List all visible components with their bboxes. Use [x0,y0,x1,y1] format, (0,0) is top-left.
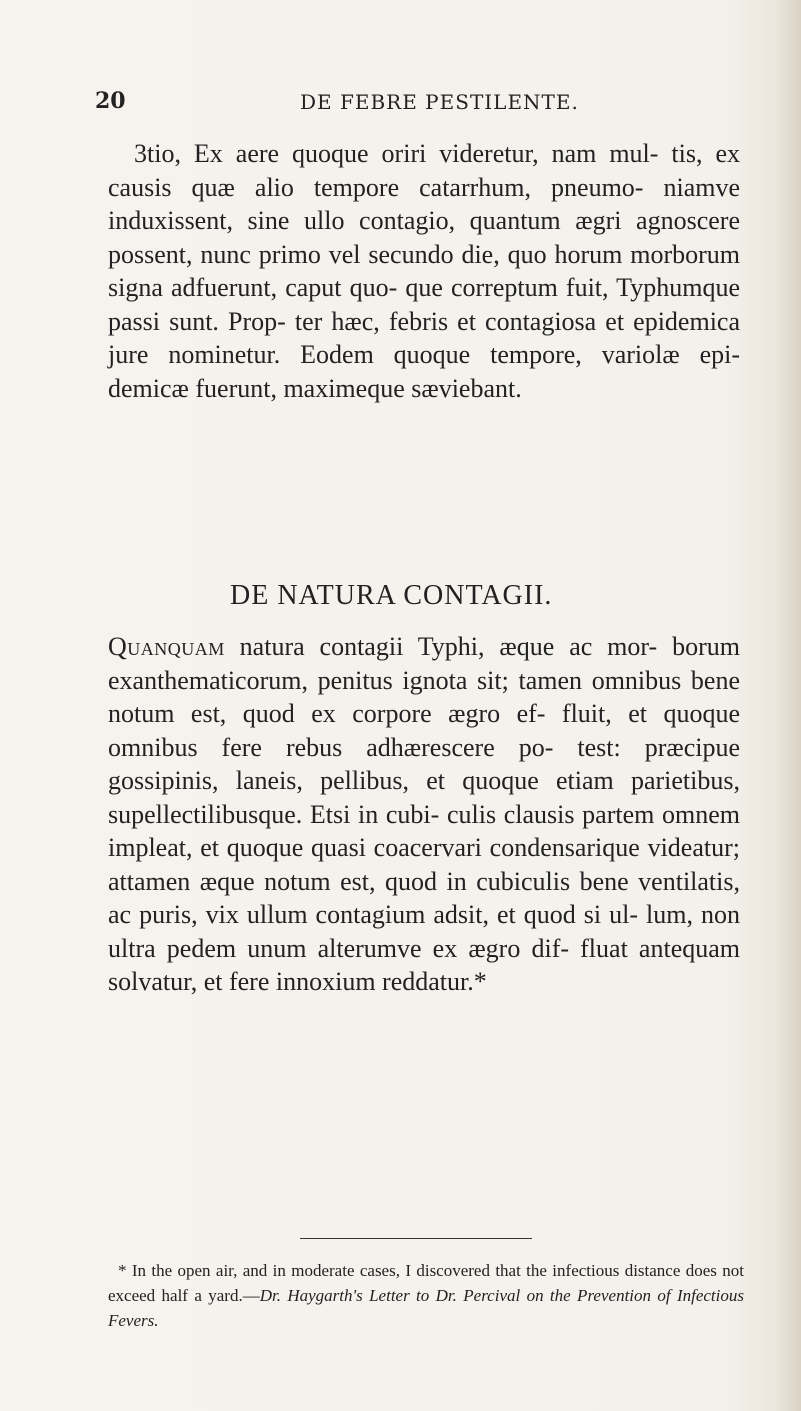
footnote-citation: Dr. Haygarth's Letter to Dr. Percival on the Prevention of Infectious Fevers. [108,1286,744,1330]
paragraph-2-lead-word: Quanquam [108,632,225,661]
page-number: 20 [95,88,126,114]
section-heading: DE NATURA CONTAGII. [230,580,553,611]
paragraph-2-body: natura contagii Typhi, æque ac mor- borum exanthematicorum, penitus ignota sit; tamen omnibus bene notum est, quod ex corpore ægro ef- fluit, et quoque omnibus fere rebus adhærescere po- test: præcipue gossipinis, laneis, pellibus, et quoque etiam parietibus, supellectilibusque. Etsi in cubi- culis clausis partem omnem impleat, et quoque quasi coacervari condensarique videatur; attamen æque notum est, quod in cubiculis bene ventilatis, ac puris, vix ullum contagium adsit, et quod si ul- lum, non ultra pedem unum alterumve ex ægro dif- fluat antequam solvatur, et fere innoxium reddatur.* [108,632,740,996]
running-head: DE FEBRE PESTILENTE. [300,90,579,114]
footnote [108,1258,744,1333]
paragraph-1: 3tio, Ex aere quoque oriri videretur, nam mul- tis, ex causis quæ alio tempore catarrhum, pneumo- niamve induxissent, sine ullo contagio, quantum ægri agnoscere possent, nunc primo vel secundo die, quo horum morborum signa adfuerunt, caput quo- que correptum fuit, Typhumque passi sunt. Prop- ter hæc, febris et contagiosa et epidemica jure nominetur. Eodem quoque tempore, variolæ epi- demicæ fuerunt, maximeque sæviebant. [108,139,740,403]
page-header [95,88,735,118]
footnote-marker: * [118,1261,127,1280]
footnote-text: In the open air, and in moderate cases, I discovered that the infectious distance does not exceed half a yard.— [108,1261,745,1305]
footnote-divider [300,1238,532,1239]
paragraph-2 [108,630,740,999]
